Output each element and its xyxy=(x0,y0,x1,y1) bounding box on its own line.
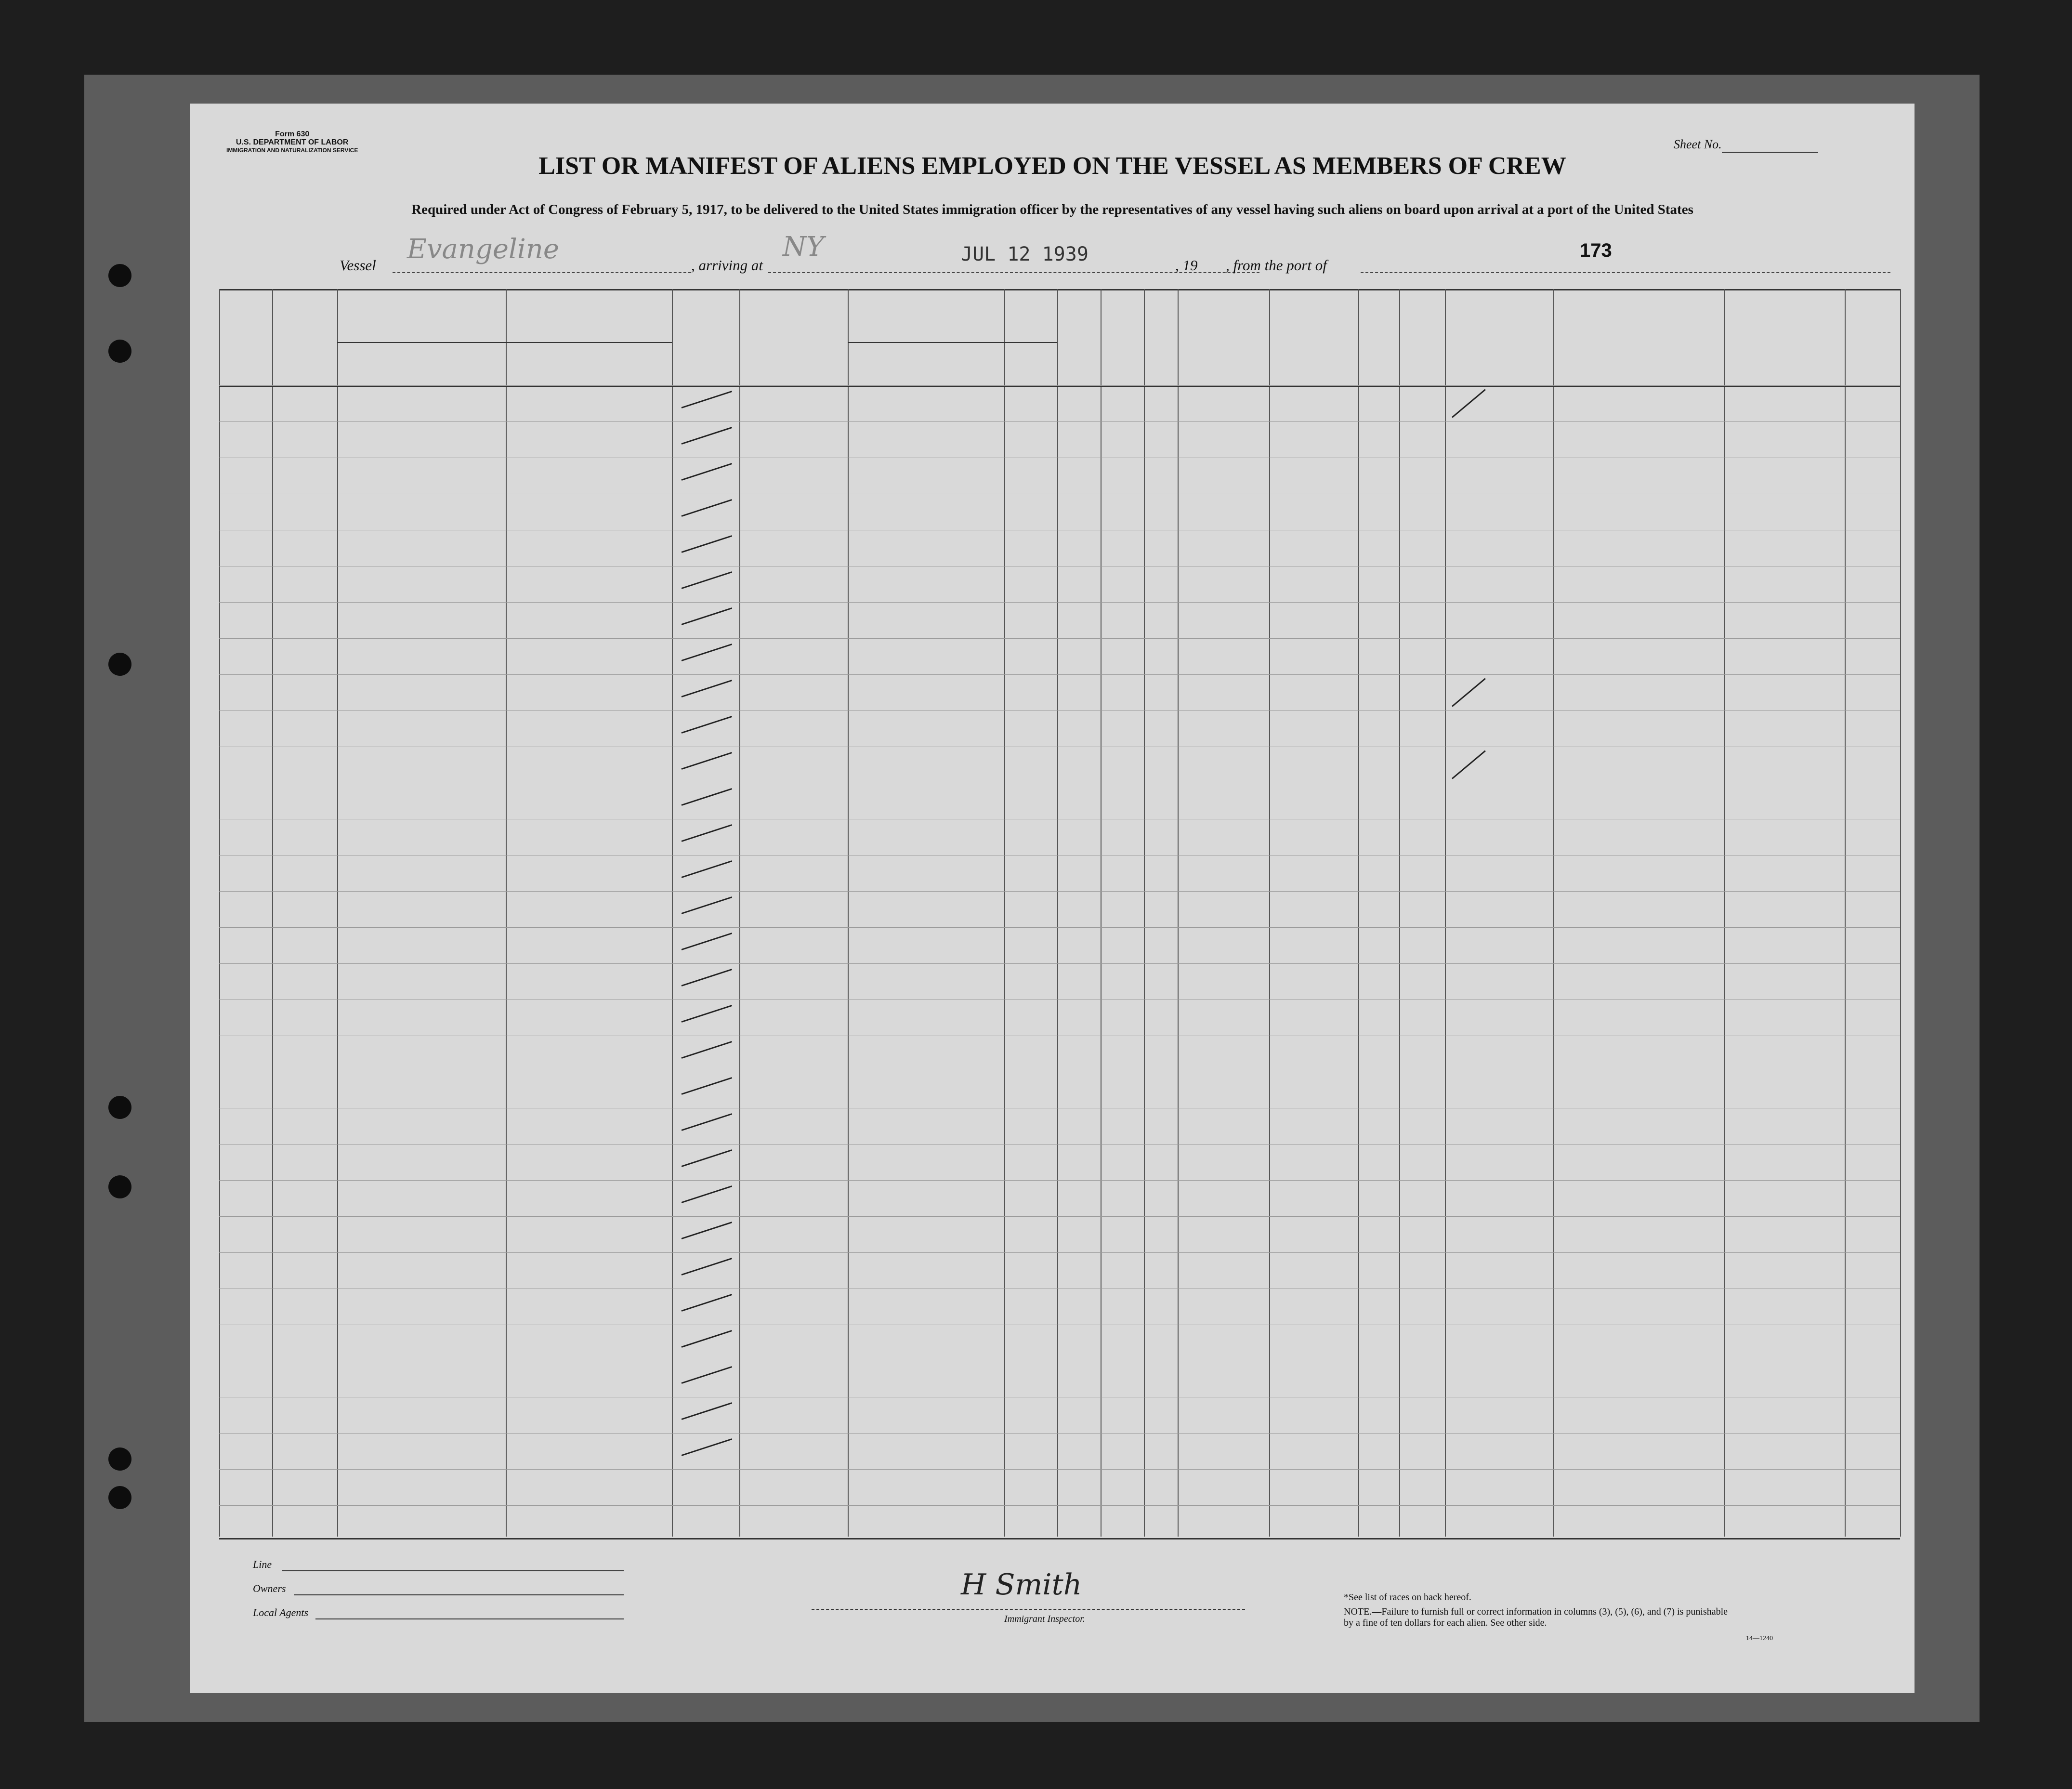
row-rule xyxy=(219,638,1900,639)
year-label: , 19 xyxy=(1175,257,1198,274)
punch-hole xyxy=(108,1447,131,1471)
punch-hole xyxy=(108,340,131,363)
arriving-port: NY xyxy=(783,231,824,263)
punch-hole xyxy=(108,264,131,287)
owners-field xyxy=(294,1594,624,1595)
races-note: *See list of races on back hereof. xyxy=(1344,1592,1471,1603)
row-rule xyxy=(219,421,1900,422)
arriving-label: , arriving at xyxy=(691,257,763,274)
line-field xyxy=(282,1570,624,1571)
column-rule xyxy=(219,289,220,1537)
column-rule xyxy=(739,289,740,1537)
column-rule xyxy=(1358,289,1359,1537)
row-rule xyxy=(219,602,1900,603)
column-rule xyxy=(272,289,273,1537)
from-port-field-line xyxy=(1361,272,1890,273)
form-identifier xyxy=(226,130,358,155)
column-rule xyxy=(1399,289,1400,1537)
page-subtitle: Required under Act of Congress of February 5, 1917, to be delivered to the United States immigration officer by the representatives of any vessel having such aliens on board upon arrival at a port of the United States xyxy=(411,202,1693,217)
row-rule xyxy=(219,710,1900,711)
column-rule xyxy=(848,289,849,1537)
punch-hole xyxy=(108,1175,131,1198)
column-rule xyxy=(1445,289,1446,1537)
page-title: LIST OR MANIFEST OF ALIENS EMPLOYED ON THE VESSEL AS MEMBERS OF CREW xyxy=(538,152,1566,180)
local-agents-field xyxy=(315,1618,624,1619)
row-rule xyxy=(219,385,1900,386)
column-rule xyxy=(1144,289,1145,1537)
inspector-signature: H Smith xyxy=(961,1568,1082,1602)
department-name: U.S. DEPARTMENT OF LABOR xyxy=(236,138,349,146)
column-rule xyxy=(672,289,673,1537)
manifest-number: 173 xyxy=(1580,240,1612,261)
row-rule xyxy=(219,1180,1900,1181)
punch-hole xyxy=(108,1096,131,1119)
column-rule xyxy=(1178,289,1179,1537)
row-rule xyxy=(219,1433,1900,1434)
row-rule xyxy=(219,963,1900,964)
column-rule xyxy=(1900,289,1901,1537)
vessel-field-line xyxy=(393,272,691,273)
row-rule xyxy=(219,927,1900,928)
column-rule xyxy=(506,289,507,1537)
inspector-label: Immigrant Inspector. xyxy=(1004,1614,1085,1624)
punch-hole xyxy=(108,1486,131,1509)
column-rule xyxy=(1057,289,1058,1537)
owners-label: Owners xyxy=(253,1582,286,1594)
row-rule xyxy=(219,1216,1900,1217)
inspector-signature-line xyxy=(812,1609,1245,1610)
form-number: Form 630 xyxy=(275,130,310,138)
column-rule xyxy=(1004,289,1005,1537)
vessel-label: Vessel xyxy=(340,257,376,274)
column-rule xyxy=(337,289,338,1537)
penalty-note: NOTE.—Failure to furnish full or correct information in columns (3), (5), (6), and (7) is punishable by a fine of ten dollars for each alien. See other side. xyxy=(1344,1606,1728,1628)
date-stamp: JUL 12 1939 xyxy=(961,243,1088,265)
manifest-page xyxy=(190,104,1915,1693)
crew-table xyxy=(219,289,1900,1539)
column-rule xyxy=(1101,289,1102,1537)
row-rule xyxy=(219,1469,1900,1470)
line-label: Line xyxy=(253,1558,272,1570)
row-rule xyxy=(219,1505,1900,1506)
column-rule xyxy=(1553,289,1554,1537)
service-name: IMMIGRATION AND NATURALIZATION SERVICE xyxy=(226,147,358,154)
row-rule xyxy=(219,1252,1900,1253)
punch-hole xyxy=(108,653,131,676)
row-rule xyxy=(219,674,1900,675)
column-rule xyxy=(1845,289,1846,1537)
column-rule xyxy=(1724,289,1725,1537)
sheet-number-label: Sheet No. xyxy=(1674,137,1722,151)
from-port-label: , from the port of xyxy=(1226,257,1327,274)
row-rule xyxy=(219,891,1900,892)
column-rule xyxy=(1269,289,1270,1537)
vessel-name: Evangeline xyxy=(407,234,559,265)
form-code: 14—1240 xyxy=(1746,1635,1773,1642)
local-agents-label: Local Agents xyxy=(253,1606,309,1618)
name-subhead-rule xyxy=(337,342,672,343)
shipped-subhead-rule xyxy=(848,342,1057,343)
